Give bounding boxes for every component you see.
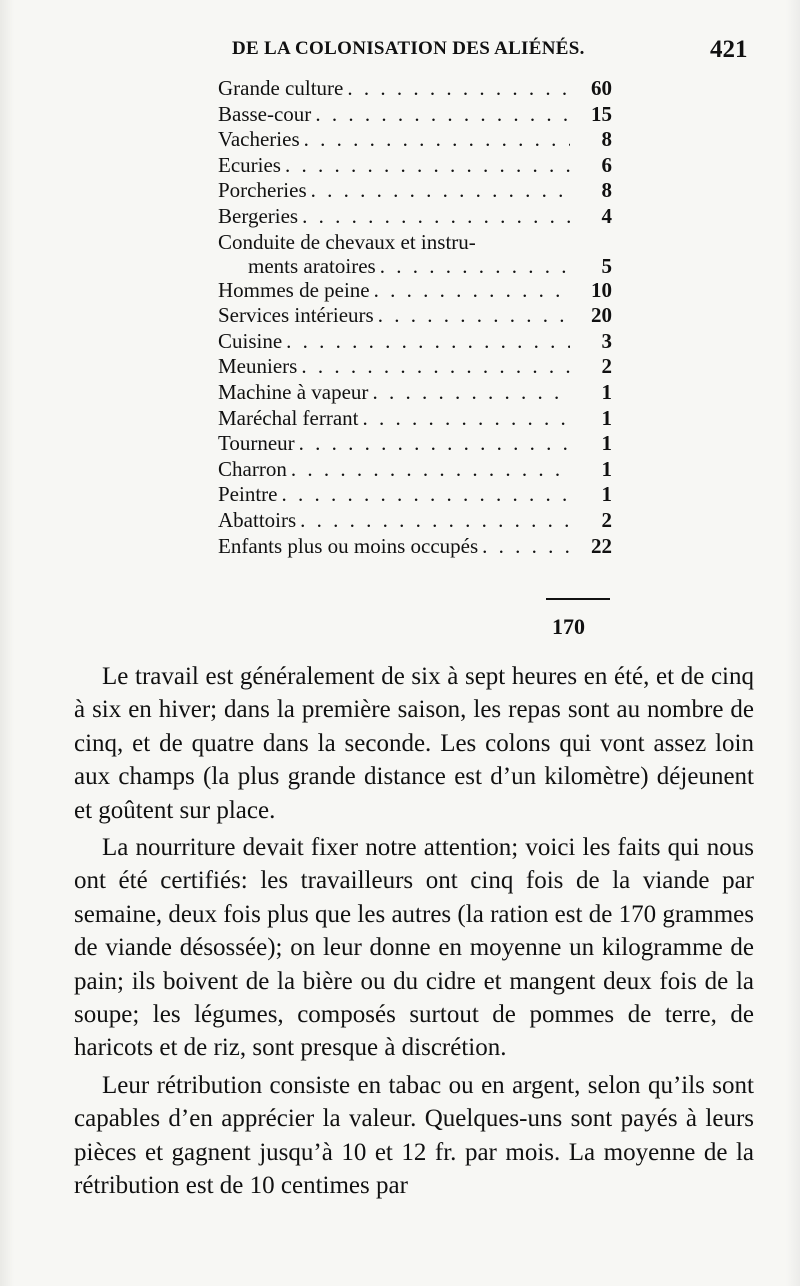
table-row [218, 329, 618, 355]
row-value: 60 [591, 76, 612, 100]
row-label: Hommes de peine [218, 277, 370, 302]
table-row [218, 127, 618, 153]
row-label: Peintre [218, 482, 278, 507]
row-label: Services intérieurs [218, 303, 374, 328]
paragraph: La nourriture devait fixer notre attention; voici les faits qui nous ont été certifiés: les travailleurs ont cinq fois de la viande par semaine, deux fois plus que les autres (la ration est de 170 grammes de viande désossée); on leur donne en moyenne un kilogramme de pain; ils boivent de la bière ou du cidre et mangent deux fois de la soupe; les légumes, composés surtout de pommes de terre, de haricots et de riz, sont presque à discrétion. [74, 834, 754, 1062]
row-label: Enfants plus ou moins occupés [218, 533, 479, 558]
dot-leader [296, 508, 570, 533]
body-text [74, 660, 754, 1207]
row-value: 3 [601, 328, 612, 353]
row-label: Vacheries [218, 127, 300, 152]
table-row [218, 534, 618, 560]
table-row [218, 482, 618, 508]
row-label: Abattoirs [218, 507, 297, 532]
paragraph: Leur rétribution consiste en tabac ou en argent, selon qu’ils sont capables d’en apprécier la valeur. Quelques-uns sont payés à leurs pièces et gagnent jusqu’à 10 et 12 fr. par mois. La moyenne de la rétribution est de 10 centimes par [74, 1071, 754, 1200]
table-row [218, 457, 618, 483]
row-value: 1 [601, 482, 612, 507]
table-row [218, 431, 618, 457]
row-label: Bergeries [218, 203, 299, 228]
row-value: 8 [601, 178, 612, 203]
row-label: Maréchal ferrant [218, 405, 359, 430]
row-label: Ecuries [218, 152, 281, 177]
table-row [218, 354, 618, 380]
dot-leader [282, 329, 570, 354]
table-row [218, 76, 618, 102]
dot-leader [307, 178, 570, 203]
table-row [218, 204, 618, 230]
row-value: 5 [601, 253, 612, 278]
table-row [218, 406, 618, 432]
dot-leader [376, 254, 570, 279]
dot-leader [368, 380, 570, 405]
page-number: 421 [710, 36, 748, 63]
dot-leader [311, 102, 570, 127]
dot-leader [298, 204, 570, 229]
dot-leader [343, 76, 570, 101]
table-row-continuation [218, 254, 618, 278]
row-value: 6 [601, 152, 612, 177]
dot-leader [359, 406, 571, 431]
table-row [218, 278, 618, 304]
row-label: Meuniers [218, 354, 298, 379]
row-label: Machine à vapeur [218, 379, 369, 404]
total-rule [546, 598, 610, 600]
row-value: 1 [601, 456, 612, 481]
dot-leader [277, 482, 570, 507]
row-value: 1 [601, 379, 612, 404]
row-value: 15 [591, 101, 612, 126]
dot-leader [478, 534, 570, 559]
row-value: 20 [591, 303, 612, 328]
occupation-table [218, 76, 618, 559]
dot-leader [374, 303, 570, 328]
row-label-continuation: ments aratoires [248, 253, 376, 278]
table-total: 170 [552, 614, 585, 639]
paragraph: Le travail est généralement de six à sept heures en été, et de cinq à six en hiver; dans la première saison, les repas sont au nombre de cinq, et de quatre dans la seconde. Les colons qui vont assez loin aux champs (la plus grande distance est d’un kilomètre) déjeunent et goûtent sur place. [74, 663, 754, 824]
row-value: 4 [601, 203, 612, 228]
table-row [218, 508, 618, 534]
running-title: DE LA COLONISATION DES ALIÉNÉS. [232, 38, 585, 59]
row-label: Basse-cour [218, 101, 312, 126]
dot-leader [281, 153, 570, 178]
table-row [218, 153, 618, 179]
row-label: Cuisine [218, 328, 283, 353]
row-value: 2 [601, 507, 612, 532]
dot-leader [300, 127, 570, 152]
dot-leader [297, 354, 570, 379]
table-row [218, 102, 618, 128]
row-label: Charron [218, 456, 287, 481]
row-label: Tourneur [218, 431, 295, 456]
dot-leader [287, 457, 570, 482]
table-row [218, 303, 618, 329]
row-value: 10 [591, 277, 612, 302]
dot-leader [370, 278, 570, 303]
row-label: Porcheries [218, 178, 307, 203]
table-row [218, 230, 618, 254]
row-value: 22 [591, 533, 612, 558]
row-label: Grande culture [218, 76, 344, 100]
row-value: 8 [601, 127, 612, 152]
table-row [218, 380, 618, 406]
row-value: 2 [601, 354, 612, 379]
row-value: 1 [601, 405, 612, 430]
page-header [0, 36, 800, 72]
row-label: Conduite de chevaux et instru- [218, 229, 476, 254]
table-row [218, 178, 618, 204]
row-value: 1 [601, 431, 612, 456]
dot-leader [295, 431, 570, 456]
